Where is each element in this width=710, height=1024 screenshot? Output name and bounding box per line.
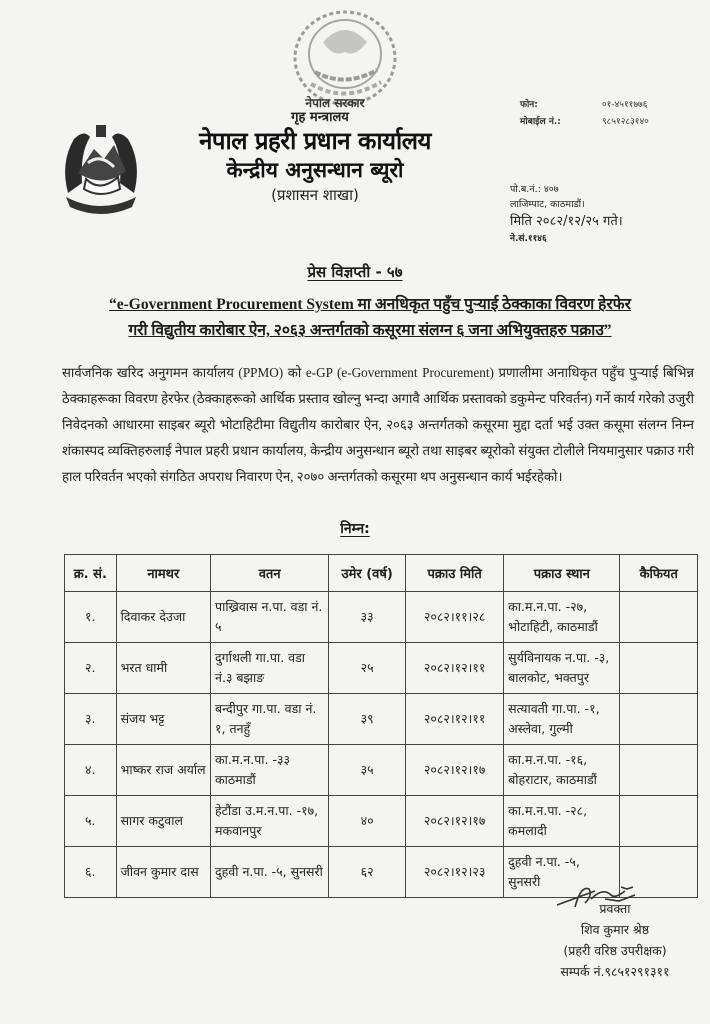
cell-age: २५ <box>329 643 406 694</box>
headline <box>60 292 680 344</box>
body-paragraph: सार्वजनिक खरिद अनुगमन कार्यालय (PPMO) को e-GP (e-Government Procurement) प्रणालीमा अनाधिकृत पहुँच पुऱ्याई बिभिन्न ठेक्काहरूका विवरण हेरफेर (ठेक्काहरूको आर्थिक प्रस्ताव खोल्नु भन्दा अगावै आर्थिक प्रस्तावको डकुमेन्ट परिवर्तन) गर्ने कार्य गरेको उजुरी निवेदनको आधारमा साइबर ब्यूरो भोटाहिटीमा विद्युतीय कारोबार ऐन, २०६३ अन्तर्गतको कसूरमा मुद्दा दर्ता भई उक्त कसूमा संलग्न निम्न शंकास्पद व्यक्तिहरुलाई नेपाल प्रहरी प्रधान कार्यालय, केन्द्रीय अनुसन्धान ब्यूरो तथा साइबर ब्यूरोको संयुक्त टोलीले नियमानुसार पक्राउ गरी हाल परिवर्तन भएको संगठित अपराध निवारण ऐन, २०७० अन्तर्गतको कसूरमा थप अनुसन्धान कार्य भईरहेको। <box>62 365 694 484</box>
cell-arrest-place: दुहवी न.पा. -५, सुनसरी <box>504 847 620 898</box>
mobile-label: मोबाईल नं.: <box>520 117 561 127</box>
ministry-name: गृह मन्त्रालय <box>291 110 349 125</box>
cell-address: पाख्रिवास न.पा. वडा नं. ५ <box>211 592 329 643</box>
spokesperson-contact: सम्पर्क नं.९८५१२९१३११ <box>560 964 670 979</box>
header-name: नामथर <box>116 555 210 592</box>
press-release-number: प्रेस विज्ञप्ती - ५७ <box>307 263 403 281</box>
cell-address: दुर्गाथली गा.पा. वडा नं.३ बझाङ <box>211 643 329 694</box>
list-heading-text: निम्न: <box>340 521 370 537</box>
cell-arrest-date: २०८२।११।२८ <box>406 592 504 643</box>
signature-block <box>520 880 710 982</box>
phone-value: ०१-४५११७७६ <box>602 100 648 110</box>
bureau-name: केन्द्रीय अनुसन्धान ब्यूरो <box>226 158 404 182</box>
header-age: उमेर (वर्ष) <box>329 555 406 592</box>
contact-block <box>520 97 649 131</box>
header-serial: क्र. सं. <box>65 555 117 592</box>
cell-arrest-date: २०८२।१२।११ <box>406 694 504 745</box>
spokesperson-rank: (प्रहरी वरिष्ठ उपरीक्षक) <box>563 943 667 958</box>
cell-arrest-date: २०८२।१२।१७ <box>406 796 504 847</box>
cell-address: हेटौंडा उ.म.न.पा. -१७, मकवानपुर <box>211 796 329 847</box>
header-remarks: कैफियत <box>620 555 698 592</box>
branch-name: (प्रशासन शाखा) <box>271 186 359 204</box>
table-row <box>65 745 698 796</box>
table-header-row <box>65 555 698 592</box>
cell-name: संजय भट्ट <box>116 694 210 745</box>
cell-serial: १. <box>65 592 117 643</box>
cell-age: ४० <box>329 796 406 847</box>
issue-date: मिति २०८२/१२/२५ गते। <box>510 214 623 229</box>
header-arrest-place: पक्राउ स्थान <box>504 555 620 592</box>
cell-serial: ५. <box>65 796 117 847</box>
cell-remarks <box>620 643 698 694</box>
cell-remarks <box>620 592 698 643</box>
cell-serial: ४. <box>65 745 117 796</box>
mobile-value: ९८५१२८३१४० <box>602 117 649 127</box>
spokesperson-title: प्रवक्ता <box>599 901 631 916</box>
cell-age: ६२ <box>329 847 406 898</box>
nepal-sambat-ref: ने.सं.११४६ <box>510 234 547 244</box>
nepal-emblem-icon <box>60 123 142 218</box>
cell-remarks <box>620 745 698 796</box>
cell-serial: ६. <box>65 847 117 898</box>
letterhead-titles <box>150 96 480 206</box>
cell-name: दिवाकर देउजा <box>116 592 210 643</box>
cell-address: बन्दीपुर गा.पा. वडा नं. १, तनहुँ <box>211 694 329 745</box>
location: लाजिम्पाट, काठमाडौं। <box>510 199 585 210</box>
cell-name: भरत धामी <box>116 643 210 694</box>
list-heading <box>0 518 710 538</box>
spokesperson-name: शिव कुमार श्रेष्ठ <box>580 922 650 937</box>
cell-arrest-date: २०८२।१२।११ <box>406 643 504 694</box>
table-row <box>65 796 698 847</box>
address-block <box>510 182 623 247</box>
office-name: नेपाल प्रहरी प्रधान कार्यालय <box>199 127 431 155</box>
cell-address: का.म.न.पा. -३३ काठमाडौं <box>211 745 329 796</box>
header-arrest-date: पक्राउ मिति <box>406 555 504 592</box>
cell-serial: ३. <box>65 694 117 745</box>
accused-table <box>64 554 698 898</box>
cell-remarks <box>620 694 698 745</box>
table-row <box>65 694 698 745</box>
cell-address: दुहवी न.पा. -५, सुनसरी <box>211 847 329 898</box>
headline-line-2: गरी विद्युतीय कारोबार ऐन, २०६३ अन्तर्गतको कसूरमा संलग्न ६ जना अभियुक्तहरु पक्राउ” <box>128 322 612 339</box>
headline-line-1: “e-Government Procurement System मा अनधिकृत पहुँच पुऱ्याई ठेक्काका विवरण हेरफेर <box>109 296 631 313</box>
cell-name: सागर कटुवाल <box>116 796 210 847</box>
table-row <box>65 592 698 643</box>
cell-arrest-place: सुर्यविनायक न.पा. -३, बालकोट, भक्तपुर <box>504 643 620 694</box>
government-name: नेपाल सरकार <box>305 96 365 110</box>
cell-arrest-place: का.म.न.पा. -२७, भोटाहिटी, काठमाडौं <box>504 592 620 643</box>
cell-arrest-place: सत्यावती गा.पा. -१, अस्लेवा, गुल्मी <box>504 694 620 745</box>
header-address: वतन <box>211 555 329 592</box>
cell-serial: २. <box>65 643 117 694</box>
phone-label: फोन: <box>520 100 538 110</box>
cell-name: भाष्कर राज अर्याल <box>116 745 210 796</box>
table-row <box>65 643 698 694</box>
cell-age: ३९ <box>329 694 406 745</box>
cell-name: जीवन कुमार दास <box>116 847 210 898</box>
cell-age: ३५ <box>329 745 406 796</box>
cell-arrest-place: का.म.न.पा. -२८, कमलादी <box>504 796 620 847</box>
cell-age: ३३ <box>329 592 406 643</box>
press-release-title <box>0 262 710 282</box>
cell-arrest-place: का.म.न.पा. -१६, बोहराटार, काठमाडौं <box>504 745 620 796</box>
cell-arrest-date: २०८२।१२।१७ <box>406 745 504 796</box>
cell-remarks <box>620 796 698 847</box>
cell-arrest-date: २०८२।१२।२३ <box>406 847 504 898</box>
po-box: पो.ब.नं.: ४०७ <box>510 184 559 195</box>
